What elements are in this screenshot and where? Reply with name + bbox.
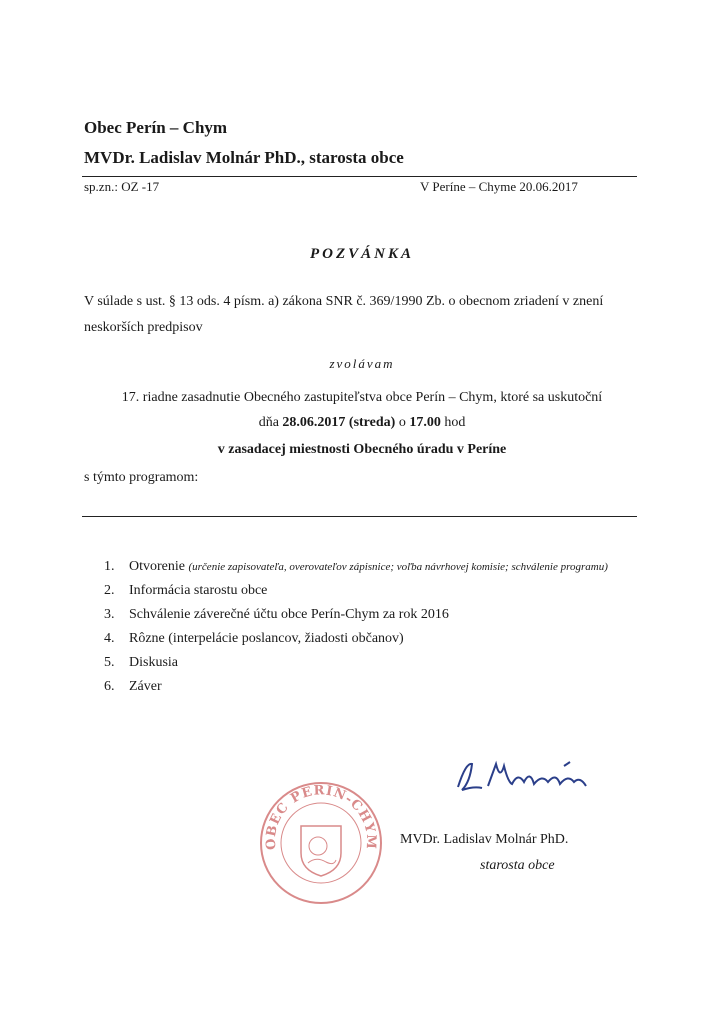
place-date: V Períne – Chyme 20.06.2017	[420, 179, 578, 194]
time-prefix: o	[398, 415, 406, 430]
agenda-number: 1.	[104, 559, 115, 574]
agenda-text: Diskusia	[129, 655, 178, 670]
agenda-number: 3.	[104, 607, 115, 622]
handwritten-signature	[448, 752, 598, 802]
legal-basis: V súlade s ust. § 13 ods. 4 písm. a) zákona SNR č. 369/1990 Zb. o obecnom zriadení v znení neskorších predpisov	[84, 294, 604, 335]
convene-word: zvolávam	[329, 356, 395, 371]
meeting-description: 17. riadne zasadnutie Obecného zastupiteľstva obce Perín – Chym, ktoré sa uskutoční	[121, 390, 603, 405]
program-intro: s týmto programom:	[84, 470, 199, 485]
agenda-number: 5.	[104, 655, 115, 670]
agenda-item	[104, 651, 624, 675]
date-prefix: dňa	[258, 415, 279, 430]
mayor-heading: MVDr. Ladislav Molnár PhD., starosta obce	[84, 148, 404, 167]
meeting-datetime	[0, 415, 724, 431]
agenda-text: Schválenie záverečné účtu obce Perín-Chym za rok 2016	[129, 607, 449, 622]
meeting-date: 28.06.2017 (streda)	[282, 415, 396, 430]
agenda-number: 2.	[104, 583, 115, 598]
agenda-list	[104, 555, 624, 699]
agenda-number: 6.	[104, 679, 115, 694]
agenda-item	[104, 603, 624, 627]
agenda-item	[104, 555, 624, 579]
agenda-item	[104, 675, 624, 699]
stamp-text: OBEC PERÍN-CHYM	[263, 783, 379, 851]
agenda-text: Informácia starostu obce	[129, 583, 268, 598]
agenda-note: (určenie zapisovateľa, overovateľov zápisnice; voľba návrhovej komisie; schválenie programu)	[188, 561, 608, 573]
agenda-number: 4.	[104, 631, 115, 646]
agenda-item	[104, 627, 624, 651]
agenda-text: Rôzne (interpelácie poslancov, žiadosti občanov)	[129, 631, 404, 646]
header-divider	[82, 176, 637, 177]
reference-number: sp.zn.: OZ -17	[84, 179, 160, 194]
agenda-text: Záver	[129, 679, 162, 694]
agenda-text: Otvorenie	[129, 559, 185, 574]
organization-name: Obec Perín – Chym	[84, 118, 228, 137]
meeting-time: 17.00	[409, 415, 441, 430]
agenda-item	[104, 579, 624, 603]
time-suffix: hod	[444, 415, 466, 430]
document-title: POZVÁNKA	[309, 246, 414, 262]
program-divider	[82, 516, 637, 517]
meeting-location: v zasadacej miestnosti Obecného úradu v Períne	[217, 442, 507, 457]
signatory-name: MVDr. Ladislav Molnár PhD.	[400, 832, 569, 847]
signatory-role: starosta obce	[480, 858, 555, 873]
municipal-stamp	[256, 778, 386, 908]
